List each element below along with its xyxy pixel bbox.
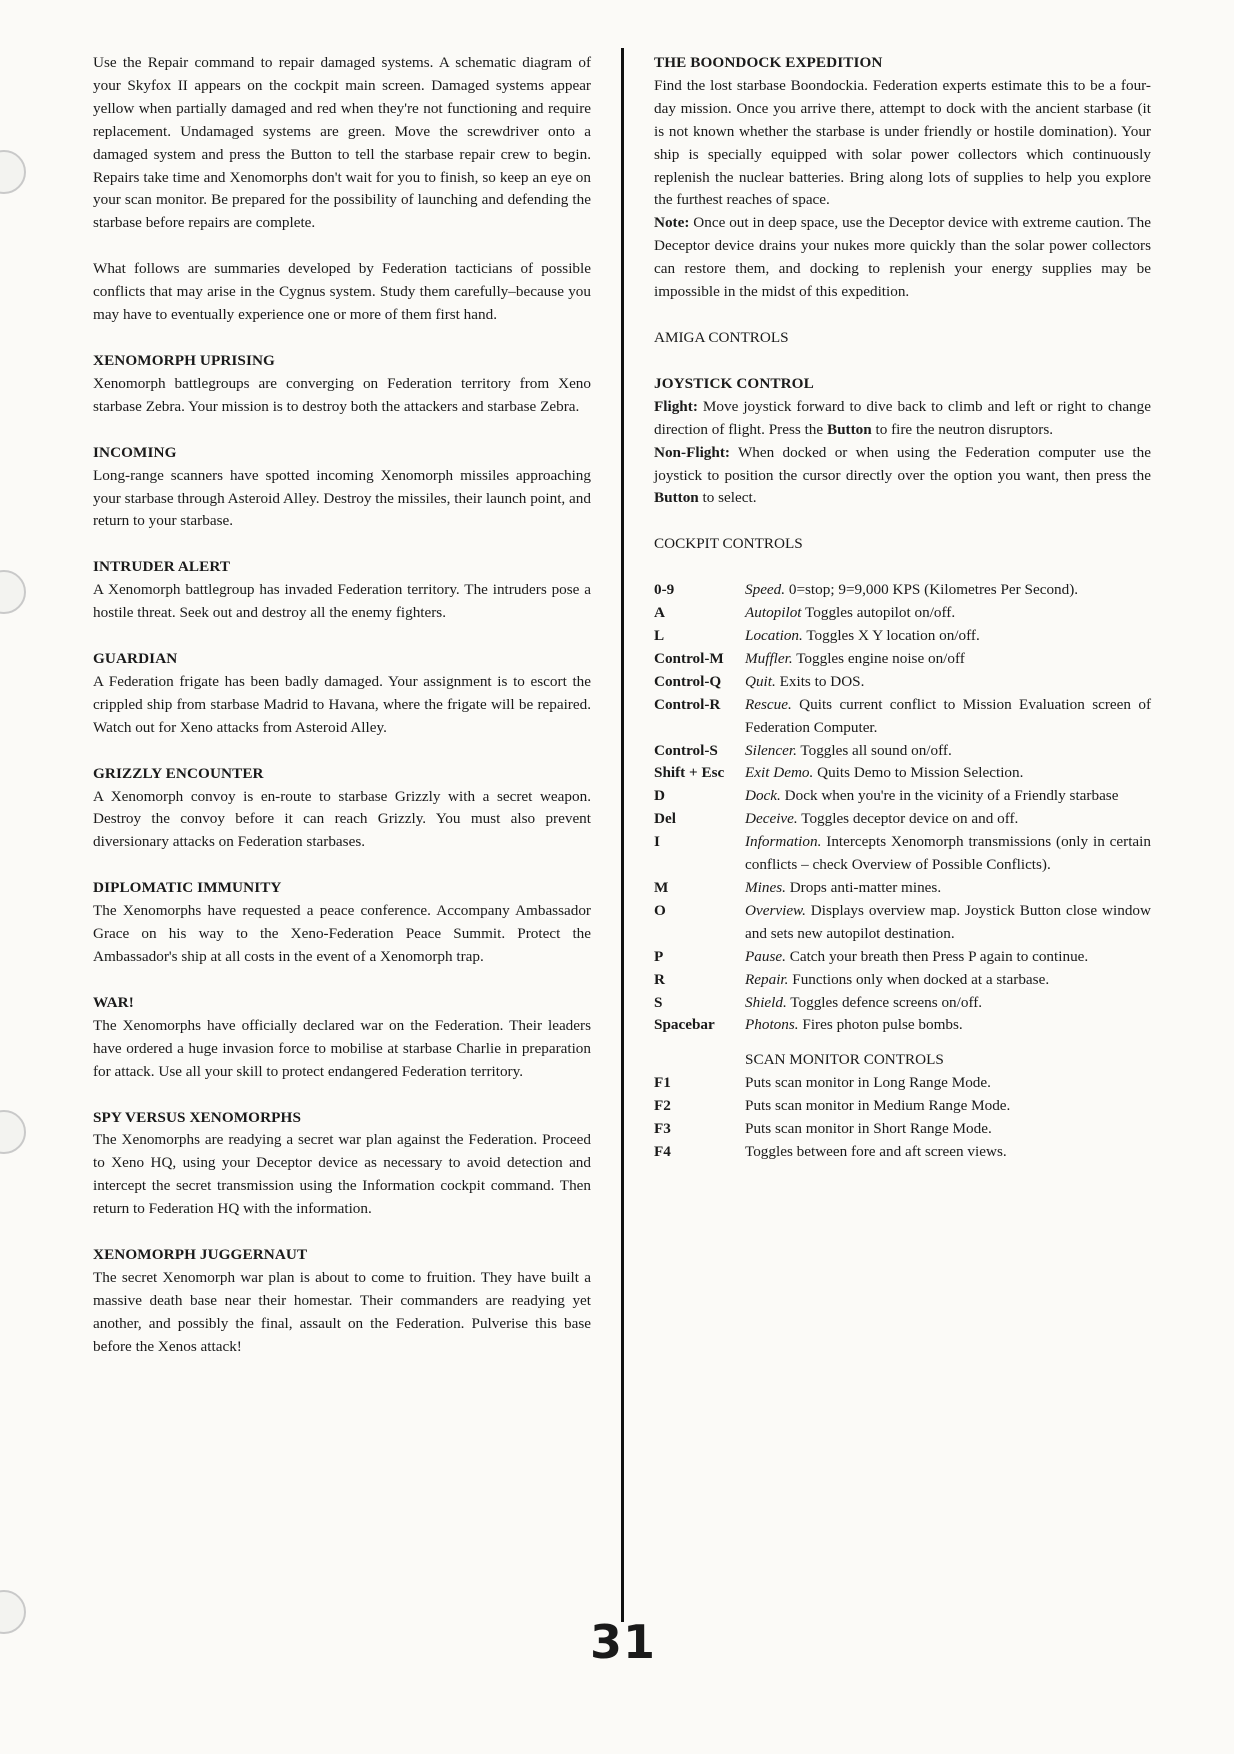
cockpit-controls-heading: COCKPIT CONTROLS	[654, 535, 803, 553]
cockpit-control-row	[654, 1014, 1151, 1037]
scan-control-row	[654, 1141, 1151, 1164]
control-name: Exit Demo.	[745, 764, 814, 782]
control-key: Control-S	[654, 741, 718, 759]
control-description	[745, 969, 1151, 992]
section-title: DIPLOMATIC IMMUNITY	[93, 879, 282, 897]
column-divider	[621, 48, 624, 1622]
control-key: F3	[654, 1120, 671, 1138]
control-key: Shift + Esc	[654, 764, 725, 782]
control-text: Toggles X Y location on/off.	[802, 627, 980, 645]
cockpit-control-row	[654, 900, 1151, 946]
note-paragraph	[654, 212, 1151, 304]
nonflight-paragraph	[654, 442, 1151, 511]
binder-hole-icon	[0, 1110, 26, 1154]
note-label: Note:	[654, 214, 690, 232]
control-key: Control-R	[654, 695, 721, 713]
control-name: Dock.	[745, 787, 781, 805]
section-incoming	[93, 442, 591, 534]
control-name: Silencer.	[745, 741, 797, 759]
control-text: Catch your breath then Press P again to continue.	[785, 947, 1089, 965]
control-key: F1	[654, 1074, 671, 1092]
control-name: Location.	[745, 627, 803, 645]
right-column	[654, 52, 1151, 1164]
control-text: Displays overview map. Joystick Button close window and sets new autopilot destination.	[745, 901, 1151, 942]
control-text: 0=stop; 9=9,000 KPS (Kilometres Per Second).	[785, 581, 1079, 599]
control-key: P	[654, 947, 664, 965]
section-title: THE BOONDOCK EXPEDITION	[654, 54, 883, 71]
button-term: Button	[654, 489, 699, 507]
section-diplomatic-immunity	[93, 877, 591, 969]
control-description	[745, 992, 1151, 1015]
control-name: Information.	[745, 833, 822, 851]
nonflight-text: to select.	[698, 489, 757, 507]
page-number: 31	[590, 1615, 657, 1669]
nonflight-label: Non-Flight:	[654, 443, 730, 461]
section-body: A Federation frigate has been badly damaged. Your assignment is to escort the crippled ship from starbase Madrid to Havana, where the frigate will be repaired. Watch out for Xeno attacks from Asteroid Alley.	[93, 672, 591, 736]
control-key: Spacebar	[654, 1016, 715, 1034]
control-description: Toggles between fore and aft screen views.	[745, 1142, 1007, 1160]
control-text: Toggles all sound on/off.	[796, 741, 952, 759]
control-description	[745, 762, 1151, 785]
cockpit-control-row	[654, 694, 1151, 740]
control-key: F4	[654, 1142, 671, 1160]
control-text: Functions only when docked at a starbase.	[788, 970, 1050, 988]
flight-text: Move joystick forward to dive back to climb and left or right to change direction of flight. Press the	[654, 397, 1151, 438]
section-body: The secret Xenomorph war plan is about to come to fruition. They have built a massive death base near their homestar. Their commanders are readying yet another, and possibly the final, assault on the Federation. Pulverise this base before the Xenos attack!	[93, 1268, 591, 1355]
flight-text: to fire the neutron disruptors.	[871, 420, 1054, 438]
section-intruder-alert	[93, 556, 591, 625]
control-text: Drops anti-matter mines.	[785, 879, 942, 896]
section-title: XENOMORPH JUGGERNAUT	[93, 1246, 308, 1264]
control-key: Control-M	[654, 649, 724, 667]
control-name: Overview.	[745, 901, 806, 919]
control-description	[745, 808, 1151, 831]
left-column	[93, 52, 591, 1382]
scan-controls-table	[654, 1072, 1151, 1164]
cockpit-control-row	[654, 579, 1151, 602]
control-description	[745, 625, 1151, 648]
control-key: R	[654, 970, 665, 988]
section-body: A Xenomorph battlegroup has invaded Federation territory. The intruders pose a hostile threat. Seek out and destroy all the enemy fighters.	[93, 581, 591, 622]
section-title: WAR!	[93, 993, 134, 1011]
cockpit-control-row	[654, 648, 1151, 671]
conflicts-intro: What follows are summaries developed by Federation tacticians of possible conflicts that may arise in the Cygnus system. Study them carefully–because you may have to eventually experience one or more of them first hand.	[93, 260, 591, 324]
control-name: Mines.	[745, 879, 786, 896]
section-guardian	[93, 648, 591, 740]
cockpit-control-row	[654, 740, 1151, 763]
cockpit-control-row	[654, 602, 1151, 625]
control-name: Muffler.	[745, 649, 793, 667]
section-title: XENOMORPH UPRISING	[93, 351, 275, 369]
control-name: Deceive.	[745, 810, 798, 828]
section-body: The Xenomorphs have requested a peace conference. Accompany Ambassador Grace on his way to the Xeno-Federation Peace Summit. Protect the Ambassador's ship at all costs in the event of a Xenomorph trap.	[93, 902, 591, 965]
control-description	[745, 900, 1151, 946]
note-body: Once out in deep space, use the Deceptor device with extreme caution. The Deceptor device drains your nukes more quickly than the solar power collectors can restore them, and docking to replenish your energy supplies may be impossible in the midst of this expedition.	[654, 214, 1151, 301]
control-name: Photons.	[745, 1016, 799, 1034]
section-body: Xenomorph battlegroups are converging on Federation territory from Xeno starbase Zebra. Your mission is to destroy both the attackers and starbase Zebra.	[93, 374, 591, 415]
control-key: 0-9	[654, 581, 675, 599]
cockpit-control-row	[654, 625, 1151, 648]
control-description	[745, 694, 1151, 740]
control-key: A	[654, 604, 665, 622]
control-text: Exits to DOS.	[775, 672, 865, 690]
section-xenomorph-uprising	[93, 350, 591, 419]
control-text: Toggles engine noise on/off	[792, 649, 965, 667]
control-description	[745, 671, 1151, 694]
control-name: Rescue.	[745, 695, 792, 713]
section-joystick-control	[654, 373, 1151, 510]
section-body: The Xenomorphs are readying a secret war plan against the Federation. Proceed to Xeno HQ, using your Deceptor device as necessary to avoid detection and intercept the secret transmission using the Information cockpit command. Then return to Federation HQ with the information.	[93, 1131, 591, 1218]
control-key: L	[654, 627, 665, 645]
section-title: GUARDIAN	[93, 650, 178, 668]
control-key: F2	[654, 1097, 671, 1115]
scan-control-row	[654, 1118, 1151, 1141]
control-name: Pause.	[745, 947, 786, 965]
control-text: Toggles deceptor device on and off.	[797, 810, 1019, 828]
control-name: Shield.	[745, 993, 787, 1011]
cockpit-control-row	[654, 946, 1151, 969]
flight-label: Flight:	[654, 397, 698, 415]
control-description	[745, 831, 1151, 877]
control-description	[745, 946, 1151, 969]
control-name: Quit.	[745, 672, 776, 690]
control-name: Speed.	[745, 581, 786, 599]
section-body: The Xenomorphs have officially declared war on the Federation. Their leaders have ordered a huge invasion force to mobilise at starbase Charlie in preparation for attack. Use all your skill to protect endangered Federation territory.	[93, 1016, 591, 1080]
control-key: D	[654, 787, 665, 805]
control-text: Quits Demo to Mission Selection.	[813, 764, 1024, 782]
button-term: Button	[826, 420, 872, 438]
cockpit-control-row	[654, 808, 1151, 831]
control-description	[745, 579, 1151, 602]
control-text: Toggles autopilot on/off.	[801, 604, 956, 622]
section-grizzly-encounter	[93, 763, 591, 855]
cockpit-control-row	[654, 969, 1151, 992]
control-description: Puts scan monitor in Short Range Mode.	[745, 1120, 992, 1138]
control-key: Del	[654, 810, 676, 828]
amiga-controls-heading: AMIGA CONTROLS	[654, 328, 789, 346]
control-description	[745, 602, 1151, 625]
control-text: Dock when you're in the vicinity of a Friendly starbase	[780, 787, 1119, 805]
binder-hole-icon	[0, 150, 26, 194]
control-text: Fires photon pulse bombs.	[798, 1016, 963, 1034]
control-description	[745, 877, 1151, 900]
cockpit-control-row	[654, 877, 1151, 900]
nonflight-text: When docked or when using the Federation computer use the joystick to position the cursor directly over the option you want, then press the	[654, 443, 1151, 484]
scan-monitor-heading: SCAN MONITOR CONTROLS	[745, 1051, 944, 1069]
cockpit-control-row	[654, 785, 1151, 808]
cockpit-controls-table	[654, 579, 1151, 1037]
flight-paragraph	[654, 396, 1151, 442]
control-key: Control-Q	[654, 672, 722, 690]
control-text: Quits current conflict to Mission Evaluation screen of Federation Computer.	[745, 695, 1151, 736]
control-description: Puts scan monitor in Medium Range Mode.	[745, 1097, 1011, 1115]
binder-hole-icon	[0, 570, 26, 614]
section-body: A Xenomorph convoy is en-route to starbase Grizzly with a secret weapon. Destroy the convoy before it can reach Grizzly. You must also prevent diversionary attacks on Federation starbases.	[93, 787, 591, 851]
control-description: Puts scan monitor in Long Range Mode.	[745, 1074, 991, 1092]
control-description	[745, 648, 1151, 671]
section-title: JOYSTICK CONTROL	[654, 374, 814, 392]
cockpit-control-row	[654, 671, 1151, 694]
control-name: Autopilot	[745, 604, 802, 622]
section-war	[93, 992, 591, 1084]
section-boondock-expedition	[654, 52, 1151, 304]
binder-hole-icon	[0, 1590, 26, 1634]
section-title: GRIZZLY ENCOUNTER	[93, 764, 264, 782]
cockpit-control-row	[654, 992, 1151, 1015]
scan-control-row	[654, 1095, 1151, 1118]
control-description	[745, 740, 1151, 763]
section-body: Find the lost starbase Boondockia. Federation experts estimate this to be a four-day mission. Once you arrive there, attempt to dock with the ancient starbase (it is not known whether the starbase is under friendly or hostile domination). Your ship is specially equipped with solar power collectors which continuously replenish the nuclear batteries. Bring along lots of supplies to help you explore the furthest reaches of space.	[654, 76, 1151, 209]
cockpit-control-row	[654, 762, 1151, 785]
control-text: Intercepts Xenomorph transmissions (only in certain conflicts – check Overview of Possible Conflicts).	[745, 833, 1151, 874]
section-spy-versus-xenomorphs	[93, 1107, 591, 1222]
control-description	[745, 785, 1151, 808]
control-key: I	[654, 833, 660, 851]
control-text: Toggles defence screens on/off.	[786, 993, 983, 1011]
control-description	[745, 1014, 1151, 1037]
cockpit-control-row	[654, 831, 1151, 877]
section-body: Long-range scanners have spotted incoming Xenomorph missiles approaching your starbase through Asteroid Alley. Destroy the missiles, their launch point, and return to your starbase.	[93, 466, 591, 530]
control-key: S	[654, 993, 663, 1011]
section-title: INTRUDER ALERT	[93, 558, 231, 576]
section-title: SPY VERSUS XENOMORPHS	[93, 1108, 302, 1126]
section-title: INCOMING	[93, 443, 177, 461]
control-key: O	[654, 901, 666, 919]
repair-intro: Use the Repair command to repair damaged systems. A schematic diagram of your Skyfox II appears on the cockpit main screen. Damaged systems appear yellow when partially damaged and red when they're not functioning and require replacement. Undamaged systems are green. Move the screwdriver onto a damaged system and press the Button to tell the starbase repair crew to begin. Repairs take time and Xenomorphs don't wait for you to finish, so keep an eye on your scan monitor. Be prepared for the possibility of launching and defending the starbase before repairs are complete.	[93, 54, 591, 232]
section-xenomorph-juggernaut	[93, 1244, 591, 1359]
scan-control-row	[654, 1072, 1151, 1095]
control-name: Repair.	[745, 970, 789, 988]
control-key: M	[654, 879, 669, 896]
